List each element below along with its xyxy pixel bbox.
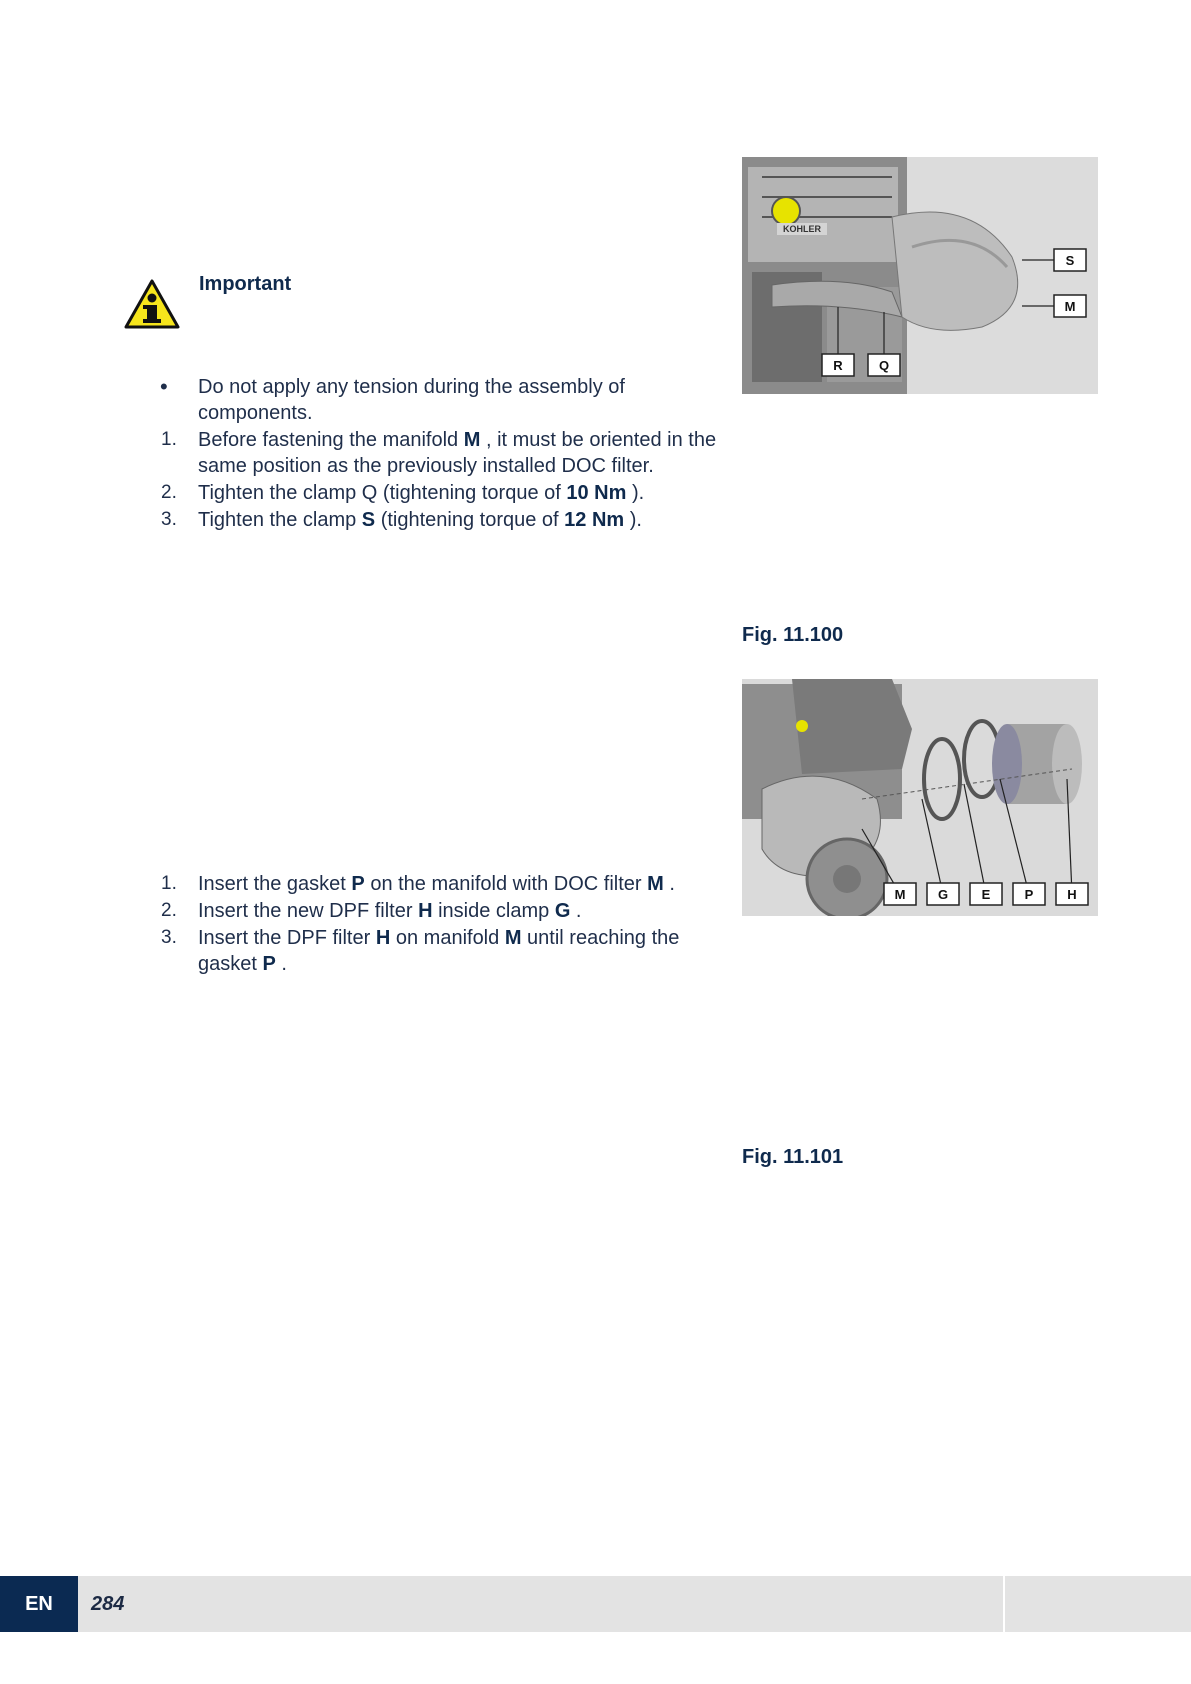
page-footer [0,1576,1191,1632]
list-item [158,871,718,897]
text-run: on manifold [390,927,505,949]
figure-11-100 [742,157,1098,394]
callout-label-q: Q [878,358,890,373]
text-run: Tighten the clamp Q (tightening torque of [198,482,567,504]
dpf-assembly-illustration [742,679,1098,916]
reference-label: G [554,900,571,922]
bullet-marker: • [160,374,168,399]
reference-label: 10 Nm [566,482,627,504]
text-run: . [570,900,582,922]
callout-label-g: G [937,887,949,902]
list-number: 3. [161,509,177,530]
list-number: 1. [161,429,177,450]
callout-label-m: M [894,887,906,902]
text-run: , it must be oriented in the same position as the previously installed DOC filter. [198,429,717,477]
list-item [158,507,718,533]
reference-label: S [361,509,376,531]
reference-label: P [262,953,276,975]
instruction-list-2 [158,871,718,978]
text-run: Insert the DPF filter [198,927,376,949]
important-title: Important [199,273,292,295]
list-number: 3. [161,927,177,948]
reference-label: M [647,873,664,895]
text-run: . [275,953,287,975]
callout-label-h: H [1067,887,1077,902]
callout-label-e: E [981,887,991,902]
list-number: 2. [161,900,177,921]
text-run: Before fastening the manifold [198,429,464,451]
page-number: 284 [91,1593,125,1615]
engine-manifold-illustration [742,157,1098,394]
text-run: . [663,873,675,895]
text-run: Do not apply any tension during the assembly of components. [198,376,625,424]
figure-caption-11-101: Fig. 11.101 [742,1146,844,1168]
list-item [158,898,718,924]
text-run: ). [626,482,645,504]
instruction-list-1 [158,374,718,534]
callout-label-s: S [1065,253,1075,268]
brand-logo: KOHLER [783,224,821,234]
list-number: 2. [161,482,177,503]
reference-label: H [375,927,391,949]
reference-label: 12 Nm [564,509,625,531]
callout-label-m: M [1064,299,1076,314]
language-code: EN [0,1576,78,1632]
text-run: inside clamp [432,900,555,922]
text-run: Tighten the clamp [198,509,362,531]
figure-caption-11-100: Fig. 11.100 [742,624,844,646]
reference-label: M [463,429,481,451]
reference-label: H [418,900,433,922]
callout-label-r: R [833,358,843,373]
text-run: (tightening torque of [375,509,565,531]
reference-label: P [351,873,365,895]
text-run: Insert the new DPF filter [198,900,419,922]
list-item [158,374,718,426]
text-run: on the manifold with DOC filter [364,873,648,895]
list-item [158,427,718,479]
warning-info-icon [124,278,180,330]
callout-label-p: P [1024,887,1034,902]
reference-label: M [504,927,522,949]
figure-11-101 [742,679,1098,916]
list-item [158,480,718,506]
text-run: until reaching the gasket [198,927,680,975]
text-run: Insert the gasket [198,873,352,895]
list-number: 1. [161,873,177,894]
footer-divider [1003,1576,1005,1632]
list-item [158,925,718,977]
text-run: ). [624,509,642,531]
